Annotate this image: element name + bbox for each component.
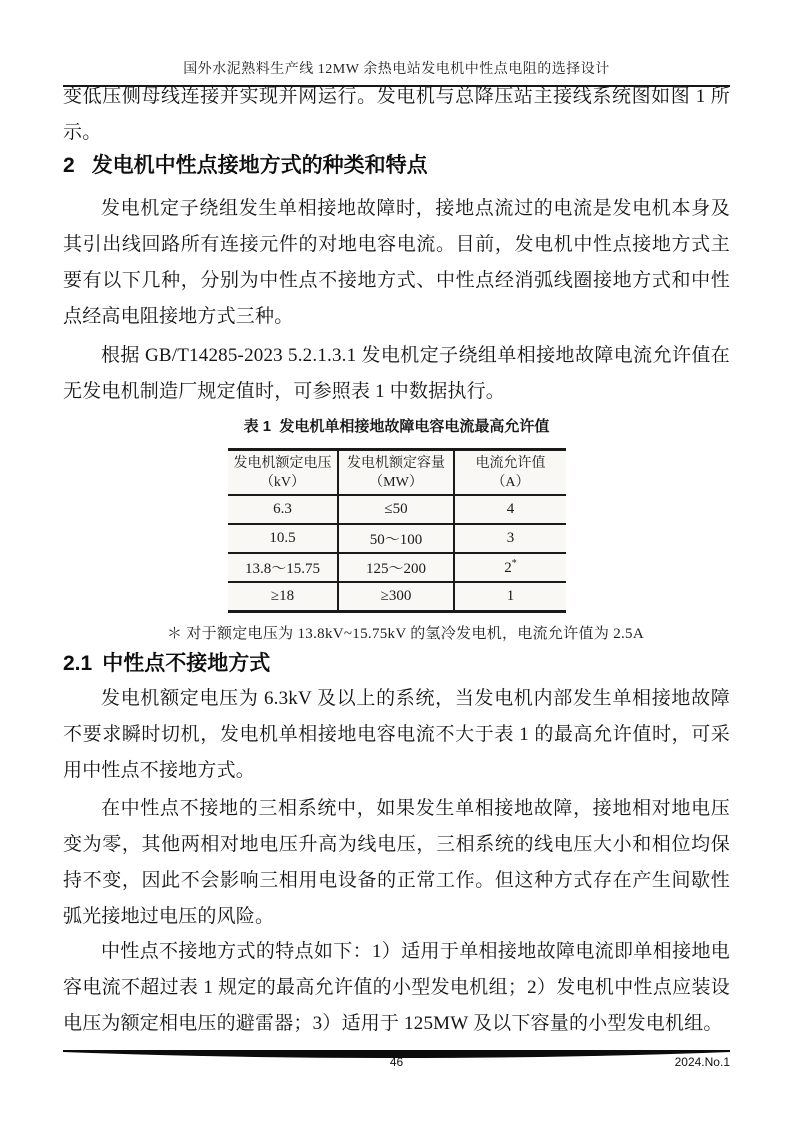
table-1 xyxy=(228,448,566,613)
table-header-cell xyxy=(338,450,454,496)
section-number: 2 xyxy=(63,154,75,177)
table-cell: ≥18 xyxy=(228,582,338,612)
header-line: 电流允许值 xyxy=(475,455,546,471)
table-cell: 50～100 xyxy=(338,524,454,553)
table-cell: 6.3 xyxy=(228,495,338,524)
table-header-cell xyxy=(228,450,338,496)
table-row xyxy=(228,524,566,553)
page-number: 46 xyxy=(389,1055,404,1069)
table-header-cell xyxy=(454,450,566,496)
header-line: （MW） xyxy=(369,474,423,490)
table-row xyxy=(228,553,566,582)
section-title: 中性点不接地方式 xyxy=(102,652,271,675)
table-cell: ≤50 xyxy=(338,495,454,524)
running-header-title: 国外水泥熟料生产线 12MW 余热电站发电机中性点电阻的选择设计 xyxy=(183,62,610,77)
header-line: （A） xyxy=(491,474,530,490)
cell-value: 2 xyxy=(504,560,512,576)
table-caption: 表 1 发电机单相接地故障电容电流最高允许值 xyxy=(243,418,550,435)
table-cell: 10.5 xyxy=(228,524,338,553)
table-cell: ≥300 xyxy=(338,582,454,612)
section-title: 发电机中性点接地方式的种类和特点 xyxy=(91,154,428,177)
table-cell xyxy=(454,553,566,582)
table-cell: 13.8～15.75 xyxy=(228,553,338,582)
table-row xyxy=(228,495,566,524)
header-line: 发电机额定电压 xyxy=(233,455,332,471)
table-cell: 3 xyxy=(454,524,566,553)
paragraph-s2-1: 发电机定子绕组发生单相接地故障时，接地点流过的电流是发电机本身及其引出线回路所有连接元件的对地电容电流。目前，发电机中性点接地方式主要有以下几种，分别为中性点不接地方式、中性点经消弧线圈接地方式和中性点经高电阻接地方式三种。 xyxy=(63,198,730,327)
data-table xyxy=(228,448,566,613)
page-footer xyxy=(63,1055,730,1073)
issue-label: 2024.No.1 xyxy=(674,1055,730,1069)
table-row xyxy=(228,582,566,612)
paragraph-intro: 变低压侧母线连接并实现并网运行。发电机与总降压站主接线系统图如图 1 所示。 xyxy=(63,86,730,143)
paragraph-s2-2: 根据 GB/T14285-2023 5.2.1.3.1 发电机定子绕组单相接地故障电流允许值在无发电机制造厂规定值时，可参照表 1 中数据执行。 xyxy=(63,345,730,402)
table-header-row xyxy=(228,450,566,496)
section-heading-2-1 xyxy=(63,649,730,679)
paragraph-s21-1: 发电机额定电压为 6.3kV 及以上的系统，当发电机内部发生单相接地故障不要求瞬时切机，发电机单相接地电容电流不大于表 1 的最高允许值时，可采用中性点不接地方式。 xyxy=(63,688,730,781)
table-cell: 4 xyxy=(454,495,566,524)
table-footnote: ＊ 对于额定电压为 13.8kV~15.75kV 的氢冷发电机，电流允许值为 2.5A xyxy=(167,626,644,642)
section-heading-2 xyxy=(63,151,730,181)
paragraph-s21-3: 中性点不接地方式的特点如下：1）适用于单相接地故障电流即单相接地电容电流不超过表 1 规定的最高允许值的小型发电机组；2）发电机中性点应装设电压为额定相电压的避雷器；3）适用于 125MW 及以下容量的小型发电机组。 xyxy=(63,941,730,1034)
section-number: 2.1 xyxy=(63,652,93,675)
footnote-marker: * xyxy=(511,558,517,569)
table-cell: 125～200 xyxy=(338,553,454,582)
header-line: （kV） xyxy=(259,474,306,490)
header-line: 发电机额定容量 xyxy=(347,455,445,471)
paragraph-s21-2: 在中性点不接地的三相系统中，如果发生单相接地故障，接地相对地电压变为零，其他两相对地电压升高为线电压，三相系统的线电压大小和相位均保持不变，因此不会影响三相用电设备的正常工作。但这种方式存在产生间歇性弧光接地过电压的风险。 xyxy=(63,798,730,927)
table-cell: 1 xyxy=(506,588,515,604)
